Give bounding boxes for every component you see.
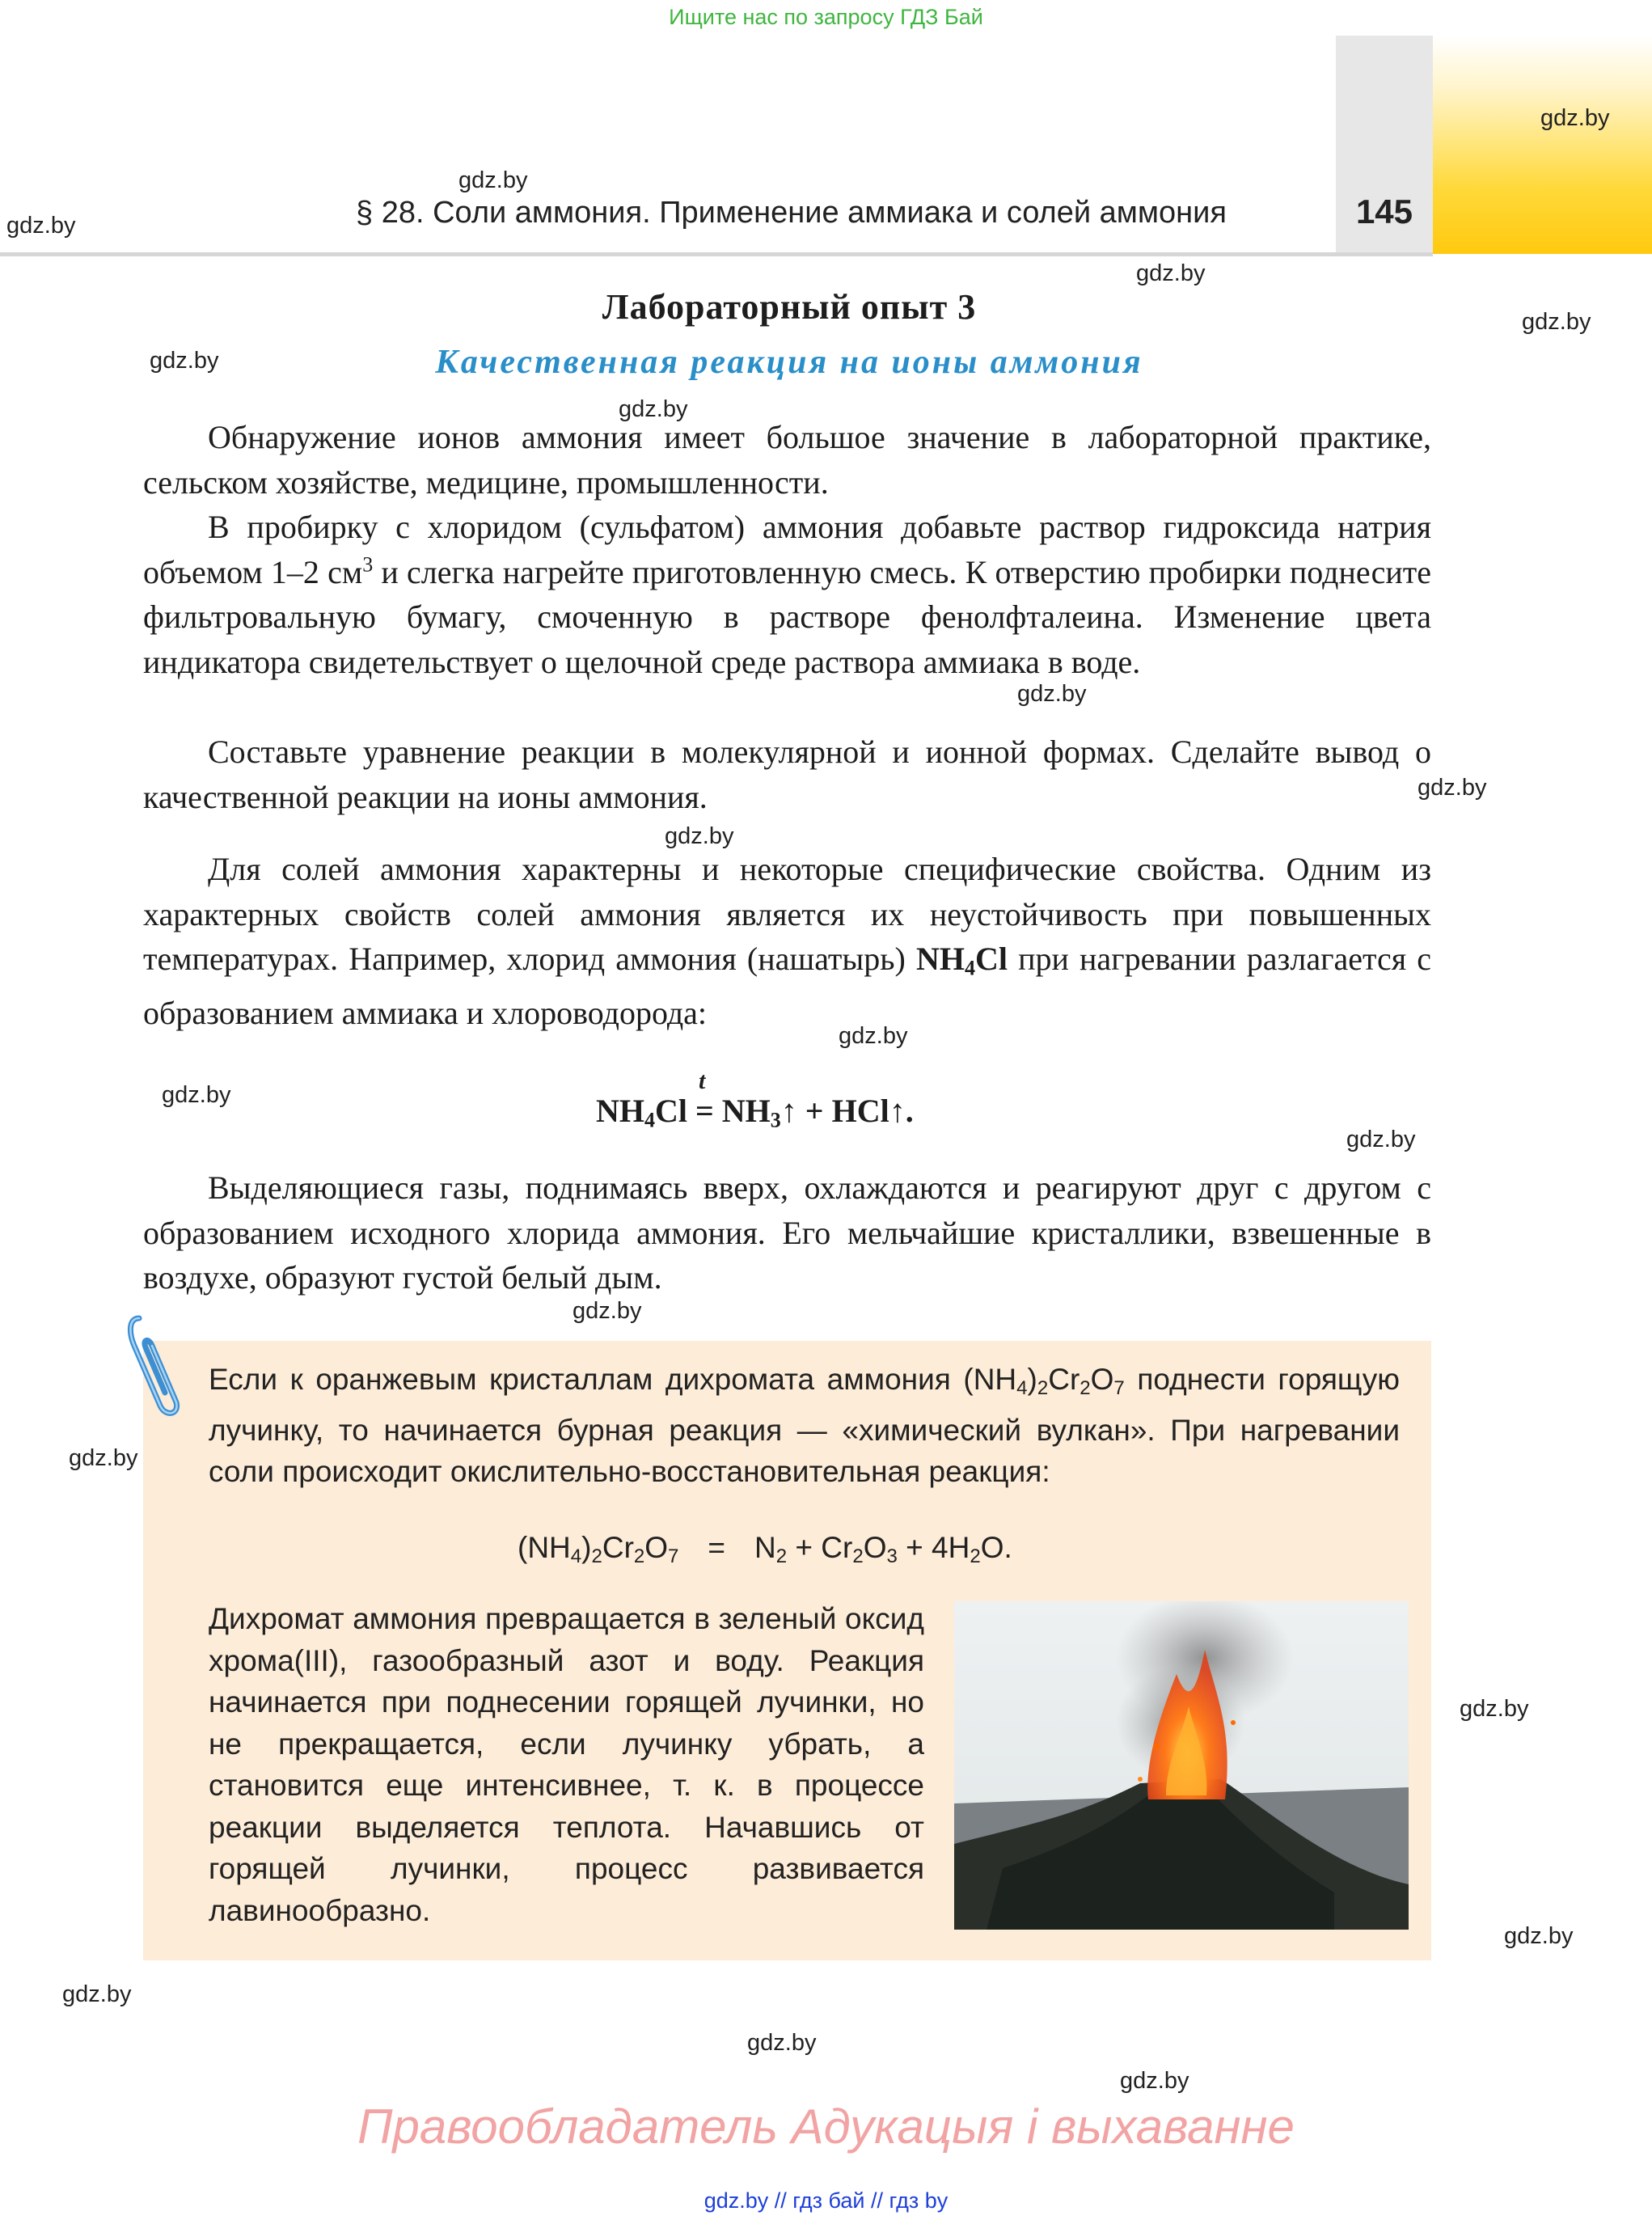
dichromate-equation: $(NH_4)_2Cr_2O_7 = N_2 + Cr_2O_3 + 4H_2O$. (518, 1531, 1012, 1567)
watermark: gdz.by (69, 1445, 138, 1471)
watermark: gdz.by (1504, 1923, 1574, 1949)
lab-paragraph-3: Составьте уравнение реакции в молекулярной и ионной формах. Сделайте вывод о качественной реакции на ионы аммония. (143, 734, 1431, 815)
watermark: gdz.by (747, 2030, 817, 2056)
main-paragraph-1: Для солей аммония характерны и некоторые специфические свойства. Одним из характерных свойств солей аммония является их неустойчивость при повышенных температурах. Например, хлорид аммония (нашатырь) $NH_4Cl$ при нагревании разлагается с образованием аммиака и хлороводорода: (143, 851, 1431, 1031)
watermark: gdz.by (62, 1981, 132, 2007)
watermark: gdz.by (665, 823, 734, 849)
watermark: gdz.by (150, 348, 219, 374)
note-paragraph-2: Дихромат аммония превращается в зеленый оксид хрома(III), газообразный азот и воду. Реакция начинается при поднесении горящей лучинки, но не прекращается, если лучинку убрать, а становится еще интенсивнее, т. к. в процессе реакции выделяется теплота. Начавшись от горящей лучинки, процесс развивается лавинообразно. (209, 1602, 924, 1927)
watermark: gdz.by (162, 1082, 231, 1108)
corner-accent-tab (1433, 36, 1652, 254)
paperclip-icon (121, 1302, 186, 1431)
page-number: 145 (1355, 192, 1413, 230)
main-paragraph-2: Выделяющиеся газы, поднимаясь вверх, охлаждаются и реагируют друг с другом с образованием исходного хлорида аммония. Его мельчайшие кристаллики, взвешенные в воздухе, образуют густой белый дым. (143, 1169, 1431, 1296)
bottom-links[interactable]: gdz.by // гдз бай // гдз by (703, 2188, 949, 2213)
watermark: gdz.by (1418, 775, 1487, 801)
lab-paragraph-1: Обнаружение ионов аммония имеет большое значение в лабораторной практике, сельском хозяйстве, медицине, промышленности. (143, 419, 1431, 501)
watermark: gdz.by (1136, 260, 1206, 286)
watermark: gdz.by (1522, 309, 1591, 335)
note-paragraph-1: Если к оранжевым кристаллам дихромата аммония $(NH_4)_2Cr_2O_7$ поднести горящую лучинку, то начинается бурная реакция — «химический вулкан». При нагревании соли происходит окислительно-восстановительная реакция: (209, 1363, 1400, 1488)
copyright-holder: Правообладатель Адукацыя і выхаванне (357, 2099, 1295, 2154)
watermark: gdz.by (1540, 105, 1610, 131)
watermark: gdz.by (572, 1298, 642, 1324)
watermark: gdz.by (6, 213, 76, 239)
lab-paragraph-2: В пробирку с хлоридом (сульфатом) аммония добавьте раствор гидроксида натрия объемом 1–2 $см^3$ и слегка нагрейте приготовленную смесь. К отверстию пробирки поднесите фильтровальную бумагу, смоченную в растворе фенолфталеина. Изменение цвета индикатора свидетельствует о щелочной среде раствора аммиака в воде. (143, 509, 1431, 680)
watermark: gdz.by (839, 1023, 908, 1049)
watermark: gdz.by (1460, 1696, 1529, 1722)
decomposition-equation: $NH_4Cl$ t = $NH_3↑$ + HCl↑. (596, 1068, 914, 1132)
watermark: gdz.by (1017, 681, 1087, 707)
watermark: gdz.by (1120, 2068, 1189, 2094)
header-rule (0, 252, 1433, 256)
watermark: gdz.by (619, 396, 688, 422)
chemical-volcano-image (954, 1601, 1409, 1930)
watermark: gdz.by (1346, 1127, 1416, 1152)
top-banner: Ищите нас по запросу ГДЗ Бай (669, 5, 983, 29)
lab-subtitle: Качественная реакция на ионы аммония (435, 344, 1143, 381)
lab-title: Лабораторный опыт 3 (602, 287, 977, 327)
watermark: gdz.by (458, 167, 528, 193)
running-head: § 28. Соли аммония. Применение аммиака и солей аммония (356, 196, 1227, 230)
